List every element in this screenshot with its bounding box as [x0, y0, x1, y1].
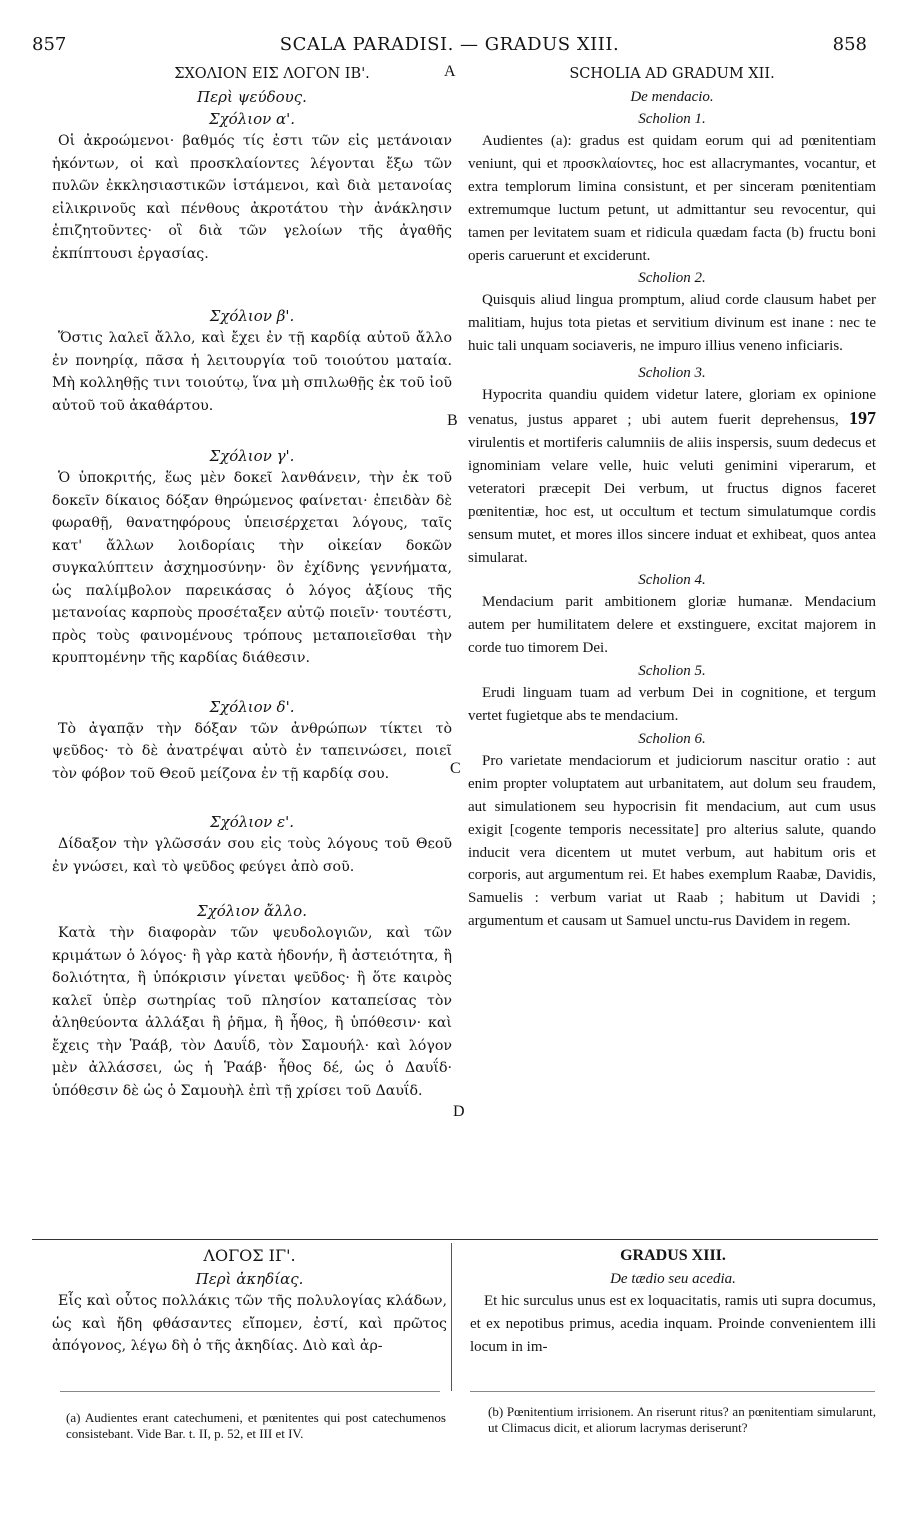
greek-scholion-3-text: Ὁ ὑποκριτής, ἕως μὲν δοκεῖ λανθάνειν, τὴν ἐκ τοῦ δοκεῖν δίκαιος δόξαν θηρώμενος φαίνεται· ἐπειδὰν δὲ φωραθῇ, θανατηφόρους ὑπεισέρχεται λόγους, ταῖς κατ' ἄλλων λοιδορίαις τὴν οἰκείαν δοκῶν συγκαλύπτειν ἀσχημοσύνην· ὃν ἐχίδνης γεννήματα, ὡς παλίμβολον παρεικάσας ὁ λόγος ἀξίους τῆς μετανοίας καρποὺς προσέταξεν αὐτῷ ποιεῖν· τουτέστι, πρὸς τοὺς φαινομένους τρόπους μεταποιεῖσθαι τὴν κρυπτομένην τῆς καρδίας διάθεσιν.	[52, 470, 452, 666]
latin-scholion-2-text: Quisquis aliud lingua promptum, aliud corde clausum habet per malitiam, hujus tota pietas et servitium divinum est inane : nec te huic tali unquam sociaveris, ne impuro illius veneno inficiaris.	[468, 292, 876, 355]
margin-letter-d: D	[453, 1103, 465, 1120]
footnote-a: (a) Audientes erant catechumeni, et pœnitentes qui post catechumenos consistebant. Vide Bar. t. II, p. 52, et III et IV.	[66, 1410, 446, 1441]
latin-scholion-3-text	[468, 384, 876, 569]
greek-logos-subtitle: Περὶ ἀκηδίας.	[195, 1270, 304, 1288]
greek-scholion-2-text: Ὅστις λαλεῖ ἄλλο, καὶ ἔχει ἐν τῇ καρδίᾳ αὐτοῦ ἄλλο ἐν πονηρίᾳ, πᾶσα ἡ λειτουργία τοῦ τοιούτου ματαία. Μὴ κολληθῇς τινι τοιούτῳ, ἵνα μὴ σπιλωθῇς ἐκ τοῦ ἰοῦ αὐτοῦ τοῦ ἀκαθάρτου.	[52, 330, 452, 414]
greek-scholion-4-text: Τὸ ἀγαπᾷν τὴν δόξαν τῶν ἀνθρώπων τίκτει τὸ ψεῦδος· τὸ δὲ ἀνατρέψαι αὐτὸ ἐν ταπεινώσει, ποιεῖ τὸν φόβον τοῦ Θεοῦ μείζονα ἐν τῇ καρδίᾳ σου.	[52, 720, 452, 782]
greek-scholion-5-title: Σχόλιον ε'.	[210, 813, 294, 831]
margin-letter-a: A	[444, 63, 456, 80]
greek-scholion-6-text: Κατὰ τὴν διαφορὰν τῶν ψευδολογιῶν, καὶ τῶν κριμάτων ὁ λόγος· ἢ γὰρ κατὰ ἡδονήν, ἢ ἀστειότητα, ἢ δολιότητα, ἢ ὑπόκρισιν γίνεται ψεῦδος· ἢ ὅτε καιρὸς καλεῖ ὑπὲρ σωτηρίας τοῦ πλησίον καταπείσας τὸν ἀληθεύοντα ἀλλάξαι ἢ ῥῆμα, ἢ ἦθος, ἢ ὑπόθεσιν· καὶ ἔχεις τὴν Ῥαάβ, τὸν Δαυΐδ, τὸν Σαμουήλ· καὶ λόγον μὲν ἀλλάσσει, ὡς ἡ Ῥαάβ· ἦθος δέ, ὡς ὁ Δαυΐδ· ὑπόθεσιν δὲ ὡς ὁ Σαμουὴλ ἐπὶ τῇ χρίσει τοῦ Δαυΐδ.	[52, 925, 452, 1099]
latin-scholion-6-text: Pro varietate mendaciorum et judiciorum nascitur oratio : aut enim propter voluptatem aut urbanitatem, aut dolum seu fraudem, aut simulationem seu hypocrisin fit mendacium, aut cum usus exigit [cogente temporis necessitate] pro alterius salute, quando inducit vera dicentem ut mutet verbum, aut habitum oris et corporis, aut argumentum rei. Et habes exemplum Raabæ, Davidis, Samuelis : verbum variat ut Raab ; habitum ut Davidi ; argumentum et causam ut Samuel unctu-rus Davidem in regem.	[468, 752, 876, 930]
footnote-rule-right	[470, 1391, 875, 1392]
latin-scholion-3-title: Scholion 3.	[638, 365, 706, 382]
page-number-right: 858	[832, 34, 867, 55]
latin-scholion-5-text: Erudi linguam tuam ad verbum Dei in cognitione, et tergum vertet fugietque abs te mendacium.	[468, 685, 876, 725]
greek-title: ΣΧΟΛΙΟΝ ΕΙΣ ΛΟΓΟΝ ΙΒ'.	[174, 66, 370, 82]
footnote-b: (b) Pœnitentium irrisionem. An riserunt ritus? an pœnitentiam simularunt, ut Climacus dicit, et aliorum lacrymas deriserunt?	[488, 1404, 876, 1435]
latin-scholion-6-title: Scholion 6.	[638, 730, 706, 747]
latin-title: SCHOLIA AD GRADUM XII.	[569, 66, 775, 82]
margin-letter-c: C	[450, 760, 461, 777]
latin-gradus-subtitle: De tædio seu acedia.	[610, 1271, 736, 1287]
latin-next-discourse	[470, 1244, 876, 1359]
margin-letter-b: B	[447, 412, 458, 429]
latin-column	[468, 62, 876, 933]
latin-scholion-4-text: Mendacium parit ambitionem gloriæ humanæ. Mendacium autem per humilitatem delere et exstinguere, excitat majorem in corde tuo timorem Dei.	[468, 594, 876, 657]
greek-logos-text: Εἷς καὶ οὗτος πολλάκις τῶν τῆς πολυλογίας κλάδων, ὡς καὶ ἤδη φθάσαντες εἴπομεν, ἐστί, καὶ πρῶτος ἀπόγονος, λέγω δὴ ὁ τῆς ἀκηδίας. Διὸ καὶ ἀρ-	[52, 1293, 447, 1354]
section-divider	[32, 1239, 878, 1240]
greek-scholion-1-title: Σχόλιον α'.	[208, 110, 296, 128]
latin-scholion-3-text-a: Hypocrita quandiu quidem videtur latere, gloriam ex opinione venatus, justus apparet ; ubi autem fuerit deprehensus,	[468, 387, 876, 429]
greek-scholion-2-title: Σχόλιον β'.	[209, 307, 295, 325]
greek-subtitle: Περὶ ψεύδους.	[197, 88, 307, 106]
column-divider	[451, 1243, 452, 1391]
latin-subtitle: De mendacio.	[630, 89, 714, 105]
latin-scholion-5-title: Scholion 5.	[638, 663, 706, 680]
latin-scholion-4-title: Scholion 4.	[638, 572, 706, 589]
latin-gradus-title: GRADUS XIII.	[620, 1247, 726, 1264]
greek-column	[52, 62, 452, 1102]
latin-gradus-text: Et hic surculus unus est ex loquacitatis, ramis uti supra documus, et ex nepotibus primus, acedia inquam. Proinde convenientem illi locum in im-	[470, 1293, 876, 1355]
running-header	[32, 34, 867, 58]
column-number: 197	[849, 408, 877, 429]
running-title: SCALA PARADISI. — GRADUS XIII.	[279, 34, 620, 55]
greek-scholion-1-text: Οἱ ἀκροώμενοι· βαθμός τίς ἐστι τῶν εἰς μετάνοιαν ἡκόντων, οἱ καὶ προσκλαίοντες λέγονται ἔξω τῶν πυλῶν ἐκκλησιαστικῶν ἱστάμενοι, καὶ διὰ μετανοίας εἰλικρινοῦς καὶ πένθους ἀκροτάτου τὴν ἀνάκλησιν ἐπιζητοῦντες· οἳ διὰ τῶν γελοίων τῆς ἀγαθῆς ἐκπίπτουσι ἐργασίας.	[52, 133, 452, 262]
greek-scholion-3-title: Σχόλιον γ'.	[209, 447, 295, 465]
latin-scholion-1-title: Scholion 1.	[638, 111, 706, 127]
greek-logos-title: ΛΟΓΟΣ ΙΓ'.	[203, 1246, 296, 1265]
page-number-left: 857	[32, 34, 67, 55]
greek-scholion-6-title: Σχόλιον ἄλλο.	[197, 902, 307, 920]
footnote-rule-left	[60, 1391, 440, 1392]
latin-scholion-2-title: Scholion 2.	[638, 270, 706, 287]
greek-next-discourse	[52, 1244, 447, 1358]
greek-scholion-5-text: Δίδαξον τὴν γλῶσσάν σου εἰς τοὺς λόγους τοῦ Θεοῦ ἐν γνώσει, καὶ τὸ ψεῦδος φεύγει ἀπὸ σοῦ.	[52, 836, 452, 875]
latin-scholion-3-text-b: virulentis et mortiferis calumniis de aliis inspersis, suum dedecus et ignominiam velare velle, huic veluti genimini viperarum, et veteratori præcepit Dei verbum, ut fructus dignos faceret pœnitentiæ, hoc est, ut occultum et tectum simulatumque cordis sensum mutet, et mores illos sincere induat et exhibeat, quos antea simularat.	[468, 434, 876, 566]
latin-scholion-1-text: Audientes (a): gradus est quidam eorum qui ad pœnitentiam veniunt, qui et προσκλαίοντες, hoc est allacrymantes, vocantur, et extra templorum limina consistunt, et per sinceram pœnitentiam extremumque luctum petunt, ut admittantur seu revocentur, qui tamen per levitatem suam et ridicula quædam facta (b) fructu boni operis caruerunt et exciderunt.	[468, 133, 876, 264]
greek-scholion-4-title: Σχόλιον δ'.	[209, 697, 295, 716]
